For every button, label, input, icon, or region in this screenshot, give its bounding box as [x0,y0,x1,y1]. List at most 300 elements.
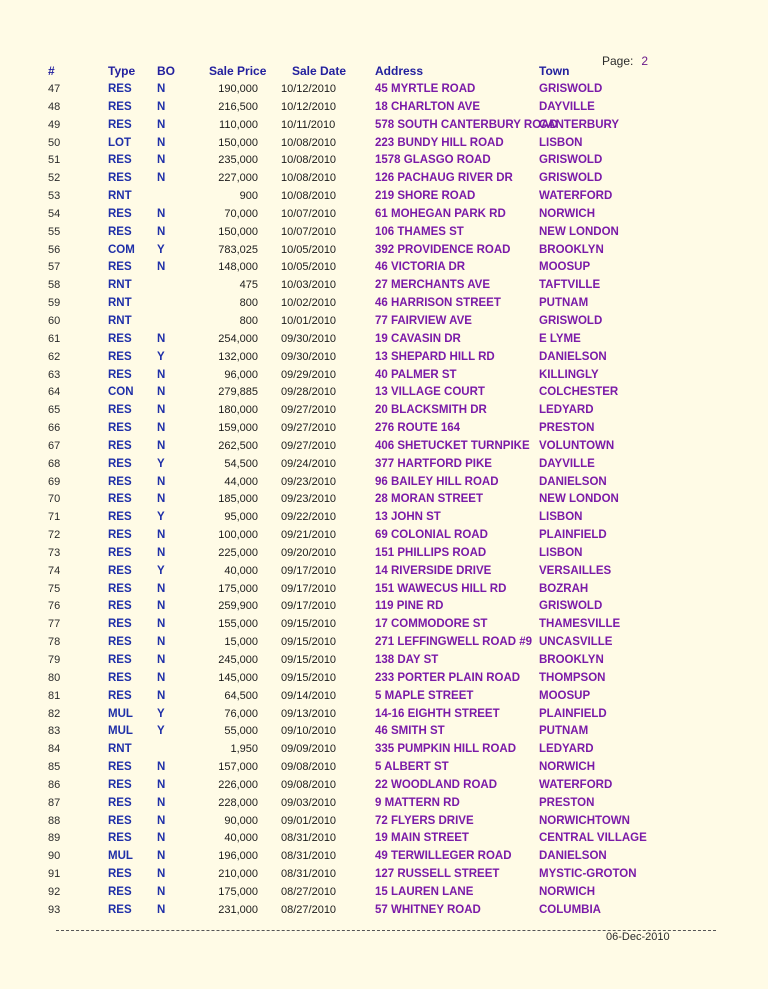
town: LEDYARD [539,404,594,417]
table-row [0,830,768,848]
sale-date: 10/07/2010 [281,225,337,238]
table-row [0,99,768,117]
row-number: 51 [48,154,61,167]
address: 49 TERWILLEGER ROAD [375,850,512,863]
bo-flag: N [157,422,166,435]
address: 151 WAWECUS HILL RD [375,582,507,595]
row-number: 66 [48,422,61,435]
sale-price: 216,500 [218,100,258,113]
bo-flag: N [157,636,166,649]
address: 19 MAIN STREET [375,832,469,845]
property-type: RES [108,868,132,881]
sale-price: 900 [239,190,258,203]
town: COLCHESTER [539,386,619,399]
bo-flag: N [157,618,166,631]
sale-price: 175,000 [218,582,258,595]
sale-date: 09/14/2010 [281,689,337,702]
sale-price: 190,000 [218,83,258,95]
property-type: RES [108,118,132,131]
row-number: 57 [48,261,61,274]
sale-price: 228,000 [218,796,258,809]
property-type: RES [108,654,132,666]
sale-date: 10/08/2010 [281,136,337,149]
table-row [0,509,768,527]
sale-date: 09/23/2010 [281,493,337,506]
sale-price: 150,000 [218,136,258,149]
header-sale-date: Sale Date [292,64,347,78]
row-number: 84 [48,743,61,756]
table-row [0,670,768,688]
town: VOLUNTOWN [539,439,615,452]
table-row [0,384,768,402]
sale-price: 157,000 [218,761,258,774]
property-type: RES [108,671,132,684]
property-type: RES [108,814,132,827]
town: CENTRAL VILLAGE [539,832,647,845]
sale-date: 09/17/2010 [281,600,337,613]
property-type: RES [108,207,132,220]
sale-date: 10/03/2010 [281,279,337,292]
bo-flag: N [157,778,166,791]
row-number: 55 [48,225,61,238]
bo-flag: N [157,814,166,827]
sale-date: 09/27/2010 [281,404,337,417]
bo-flag: N [157,386,166,399]
town: PLAINFIELD [539,529,607,542]
table-row [0,224,768,242]
town: THOMPSON [539,671,606,684]
table-row [0,349,768,367]
row-number: 86 [48,778,61,791]
address: 13 VILLAGE COURT [375,386,485,399]
property-type: MUL [108,850,133,863]
sale-date: 10/08/2010 [281,172,337,185]
sale-date: 09/15/2010 [281,654,337,666]
town: NEW LONDON [539,225,619,238]
property-type: CON [108,386,134,399]
row-number: 89 [48,832,61,845]
address: 127 RUSSELL STREET [375,868,500,881]
sale-price: 100,000 [218,529,258,542]
sale-date: 09/08/2010 [281,778,337,791]
sale-price: 800 [239,314,258,327]
sale-date: 09/17/2010 [281,564,337,577]
property-type: RES [108,761,132,774]
town: NORWICH [539,761,596,774]
address: 46 SMITH ST [375,725,445,738]
sale-price: 800 [239,297,258,310]
row-number: 52 [48,172,61,185]
table-row [0,188,768,206]
sale-price: 245,000 [218,654,258,666]
property-type: RES [108,261,132,274]
address: 126 PACHAUG RIVER DR [375,172,513,185]
page-number: 2 [641,54,649,68]
town: WATERFORD [539,778,613,791]
row-number: 53 [48,190,61,203]
bo-flag: N [157,225,166,238]
address: 1578 GLASGO ROAD [375,154,491,167]
sale-date: 10/07/2010 [281,207,337,220]
sale-price: 227,000 [218,172,258,185]
town: CANTERBURY [539,118,620,131]
table-row [0,527,768,545]
table-row [0,135,768,153]
address: 22 WOODLAND ROAD [375,778,498,791]
address: 13 JOHN ST [375,511,441,524]
row-number: 69 [48,475,61,488]
row-number: 65 [48,404,61,417]
property-type: RES [108,582,132,595]
bo-flag: N [157,850,166,863]
property-type: LOT [108,136,131,149]
property-type: MUL [108,725,133,738]
bo-flag: N [157,600,166,613]
address: 19 CAVASIN DR [375,332,461,345]
address: 9 MATTERN RD [375,796,460,809]
address: 13 SHEPARD HILL RD [375,350,495,363]
town: NEW LONDON [539,493,619,506]
address: 138 DAY ST [375,654,439,666]
table-row [0,902,768,920]
bo-flag: N [157,868,166,881]
row-number: 67 [48,439,61,452]
town: MOOSUP [539,689,591,702]
sale-date: 10/12/2010 [281,100,337,113]
sale-price: 279,885 [218,386,258,399]
address: 14-16 EIGHTH STREET [375,707,500,720]
property-type: RES [108,439,132,452]
sale-date: 10/08/2010 [281,190,337,203]
property-type: RES [108,600,132,613]
table-row [0,295,768,313]
sale-date: 09/30/2010 [281,332,337,345]
header-bo: BO [157,64,175,78]
property-type: RES [108,493,132,506]
sale-date: 09/27/2010 [281,439,337,452]
property-type: RES [108,636,132,649]
header-type: Type [108,64,136,78]
sale-price: 54,500 [224,457,258,470]
table-row [0,152,768,170]
address: 276 ROUTE 164 [375,422,461,435]
row-number: 82 [48,707,61,720]
property-type: RES [108,885,132,898]
sale-date: 09/24/2010 [281,457,337,470]
address: 5 ALBERT ST [375,761,449,774]
address: 377 HARTFORD PIKE [375,457,492,470]
sale-price: 185,000 [218,493,258,506]
sale-price: 231,000 [218,903,258,916]
row-number: 59 [48,297,61,310]
sale-date: 09/30/2010 [281,350,337,363]
sale-price: 783,025 [218,243,258,256]
address: 106 THAMES ST [375,225,464,238]
row-number: 92 [48,885,61,898]
sale-date: 09/15/2010 [281,618,337,631]
town: GRISWOLD [539,172,603,185]
bo-flag: Y [157,511,165,524]
property-type: RES [108,618,132,631]
property-type: COM [108,243,135,256]
table-row [0,259,768,277]
bo-flag: N [157,671,166,684]
bo-flag: N [157,546,166,559]
table-row [0,866,768,884]
town: DANIELSON [539,850,607,863]
row-number: 50 [48,136,61,149]
sale-date: 10/05/2010 [281,243,337,256]
bo-flag: N [157,761,166,774]
sale-price: 235,000 [218,154,258,167]
property-type: RES [108,422,132,435]
table-row [0,741,768,759]
bo-flag: N [157,903,166,916]
sale-price: 55,000 [224,725,258,738]
table-row [0,777,768,795]
address: 335 PUMPKIN HILL ROAD [375,743,517,756]
property-type: RES [108,100,132,113]
sale-price: 95,000 [224,511,258,524]
sale-price: 226,000 [218,778,258,791]
bo-flag: N [157,493,166,506]
town: LISBON [539,511,583,524]
address: 45 MYRTLE ROAD [375,83,476,95]
address: 77 FAIRVIEW AVE [375,314,472,327]
address: 27 MERCHANTS AVE [375,279,491,292]
sale-price: 44,000 [224,475,258,488]
row-number: 58 [48,279,61,292]
row-number: 87 [48,796,61,809]
row-number: 47 [48,83,61,95]
address: 46 HARRISON STREET [375,297,501,310]
bo-flag: N [157,332,166,345]
sale-price: 15,000 [224,636,258,649]
sale-date: 09/23/2010 [281,475,337,488]
row-number: 90 [48,850,61,863]
bo-flag: N [157,885,166,898]
town: DANIELSON [539,350,607,363]
address: 151 PHILLIPS ROAD [375,546,487,559]
row-number: 54 [48,207,61,220]
bo-flag: N [157,529,166,542]
table-row [0,117,768,135]
bo-flag: Y [157,243,165,256]
town: PRESTON [539,422,595,435]
town: MYSTIC-GROTON [539,868,637,881]
header-town: Town [539,64,570,78]
sale-date: 09/09/2010 [281,743,337,756]
sale-price: 64,500 [224,689,258,702]
row-number: 75 [48,582,61,595]
town: PUTNAM [539,297,589,310]
town: MOOSUP [539,261,591,274]
town: NORWICH [539,207,596,220]
sale-price: 210,000 [218,868,258,881]
row-number: 88 [48,814,61,827]
address: 578 SOUTH CANTERBURY ROAD [375,118,558,131]
property-type: RES [108,796,132,809]
bo-flag: N [157,100,166,113]
table-row [0,170,768,188]
row-number: 49 [48,118,61,131]
sale-date: 09/15/2010 [281,636,337,649]
row-number: 71 [48,511,61,524]
sale-date: 08/27/2010 [281,903,337,916]
sale-price: 225,000 [218,546,258,559]
address: 61 MOHEGAN PARK RD [375,207,506,220]
property-type: RES [108,154,132,167]
sale-date: 09/17/2010 [281,582,337,595]
row-number: 77 [48,618,61,631]
table-header [0,64,768,82]
town: BOZRAH [539,582,589,595]
table-row [0,456,768,474]
address: 392 PROVIDENCE ROAD [375,243,511,256]
sale-date: 09/15/2010 [281,671,337,684]
town: BROOKLYN [539,654,604,666]
property-type: RNT [108,279,132,292]
table-row [0,206,768,224]
property-type: RES [108,225,132,238]
town: NORWICH [539,885,596,898]
header-address: Address [375,64,424,78]
table-row [0,277,768,295]
sale-date: 09/13/2010 [281,707,337,720]
address: 14 RIVERSIDE DRIVE [375,564,492,577]
address: 40 PALMER ST [375,368,457,381]
sale-price: 76,000 [224,707,258,720]
address: 5 MAPLE STREET [375,689,474,702]
bo-flag: Y [157,350,165,363]
sale-date: 09/03/2010 [281,796,337,809]
bo-flag: N [157,118,166,131]
row-number: 74 [48,564,61,577]
bo-flag: N [157,172,166,185]
table-row [0,652,768,670]
bo-flag: N [157,475,166,488]
bo-flag: N [157,154,166,167]
town: UNCASVILLE [539,636,613,649]
town: PRESTON [539,796,595,809]
town: DAYVILLE [539,100,595,113]
bo-flag: Y [157,457,165,470]
sale-date: 09/08/2010 [281,761,337,774]
row-number: 72 [48,529,61,542]
property-type: RES [108,368,132,381]
town: WATERFORD [539,190,613,203]
property-type: RES [108,475,132,488]
table-row [0,313,768,331]
address: 119 PINE RD [375,600,444,613]
sale-price: 96,000 [224,368,258,381]
bo-flag: Y [157,564,165,577]
table-row [0,723,768,741]
sales-table [0,81,768,920]
sale-price: 1,950 [230,743,258,756]
bo-flag: N [157,136,166,149]
sale-date: 09/22/2010 [281,511,337,524]
table-row [0,688,768,706]
bo-flag: N [157,404,166,417]
bo-flag: N [157,368,166,381]
sale-date: 09/27/2010 [281,422,337,435]
town: GRISWOLD [539,83,603,95]
property-type: RNT [108,297,132,310]
town: NORWICHTOWN [539,814,630,827]
bo-flag: N [157,83,166,95]
sale-price: 196,000 [218,850,258,863]
property-type: RES [108,778,132,791]
town: TAFTVILLE [539,279,601,292]
sale-date: 08/27/2010 [281,885,337,898]
address: 271 LEFFINGWELL ROAD #9 [375,636,532,649]
sale-date: 09/28/2010 [281,386,337,399]
sale-price: 262,500 [218,439,258,452]
town: PLAINFIELD [539,707,607,720]
table-row [0,634,768,652]
sale-price: 175,000 [218,885,258,898]
table-row [0,81,768,99]
address: 69 COLONIAL ROAD [375,529,488,542]
table-row [0,706,768,724]
bo-flag: N [157,582,166,595]
sale-date: 08/31/2010 [281,868,337,881]
address: 72 FLYERS DRIVE [375,814,474,827]
sale-price: 159,000 [218,422,258,435]
property-type: RES [108,689,132,702]
table-row [0,848,768,866]
row-number: 81 [48,689,61,702]
town: E LYME [539,332,581,345]
row-number: 61 [48,332,61,345]
sale-price: 150,000 [218,225,258,238]
sale-price: 110,000 [219,118,258,131]
address: 28 MORAN STREET [375,493,483,506]
row-number: 60 [48,314,61,327]
row-number: 63 [48,368,61,381]
bo-flag: N [157,207,166,220]
row-number: 79 [48,654,61,666]
town: GRISWOLD [539,314,603,327]
table-row [0,367,768,385]
property-type: RES [108,350,132,363]
address: 406 SHETUCKET TURNPIKE [375,439,530,452]
row-number: 56 [48,243,61,256]
sale-date: 09/29/2010 [281,368,337,381]
town: GRISWOLD [539,154,603,167]
property-type: RES [108,564,132,577]
property-type: RES [108,172,132,185]
town: VERSAILLES [539,564,612,577]
bo-flag: Y [157,707,165,720]
table-row [0,420,768,438]
property-type: RES [108,832,132,845]
town: LISBON [539,136,583,149]
footer-date: 06-Dec-2010 [606,931,670,943]
address: 15 LAUREN LANE [375,885,474,898]
page-label: Page: [602,54,634,68]
sale-date: 09/20/2010 [281,546,337,559]
table-row [0,545,768,563]
row-number: 73 [48,546,61,559]
bo-flag: N [157,832,166,845]
sale-date: 10/01/2010 [281,314,337,327]
property-type: MUL [108,707,133,720]
bo-flag: N [157,439,166,452]
table-row [0,242,768,260]
address: 219 SHORE ROAD [375,190,476,203]
